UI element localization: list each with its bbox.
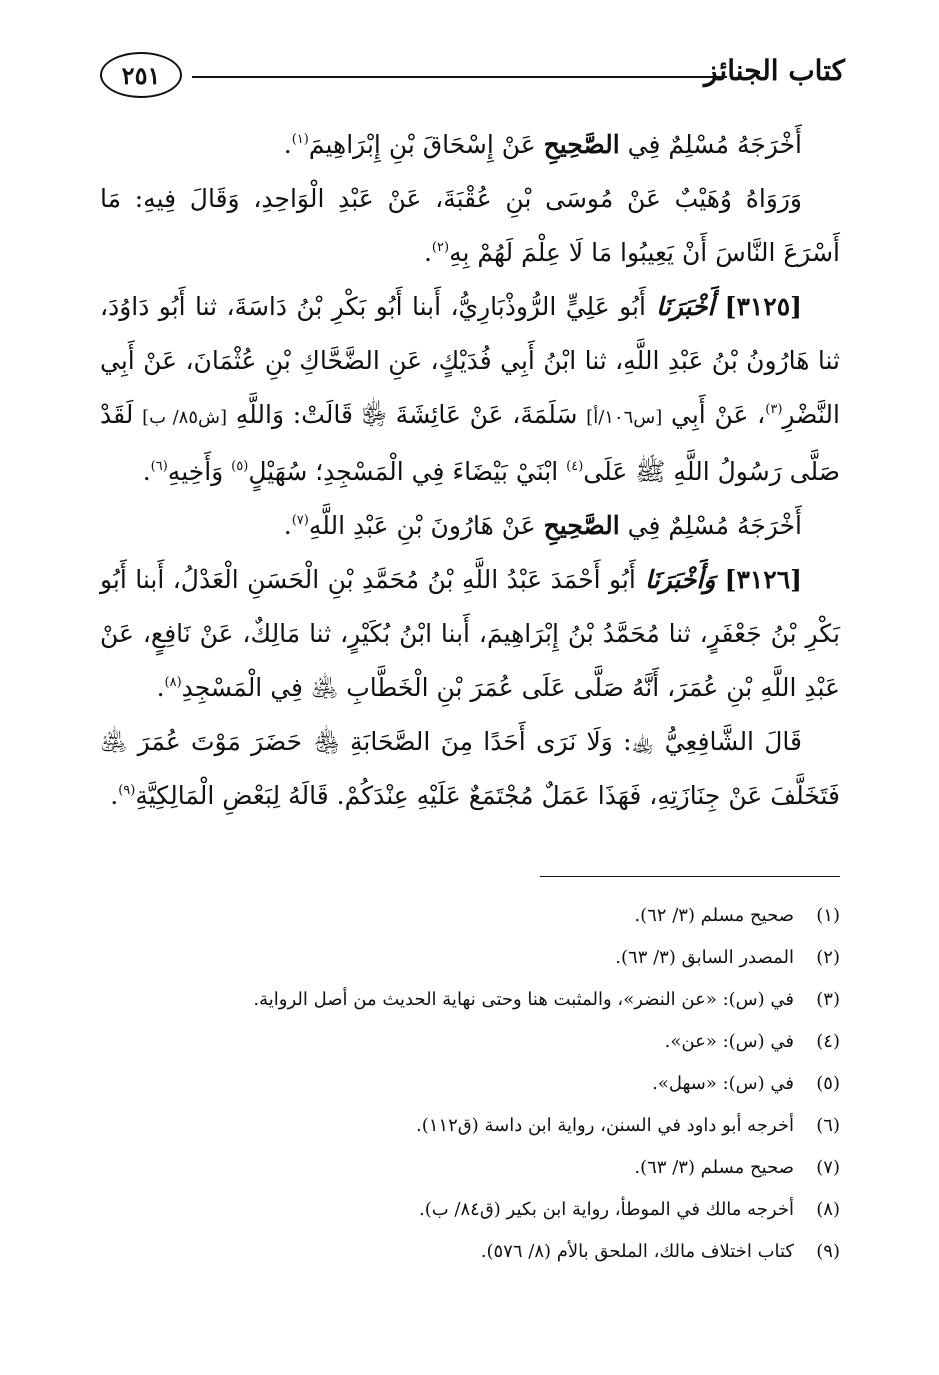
footnote-text: أخرجه مالك في الموطأ، رواية ابن بكير (ق٨٤/ ب). [419,1199,794,1220]
footnote-number: (٧) [816,1157,840,1178]
header-rule [192,76,727,78]
footnote-text: صحيح مسلم (٣/ ٦٣). [634,1157,794,1178]
footnote-number: (٥) [816,1073,840,1094]
footnote-text: صحيح مسلم (٣/ ٦٢). [634,905,794,926]
main-text [100,118,840,823]
footnote-item [100,895,840,937]
footnote-marker: (٦) [150,459,168,474]
footnote-item [100,979,840,1021]
source-title: الصَّحِيحِ [543,130,620,159]
footnote-marker: (٢) [431,240,450,255]
footnote-item [100,1189,840,1231]
footnotes [100,895,840,1273]
footnote-text: في (س): «عن». [664,1031,794,1052]
manuscript-ref: [س١٠٦/أ] [586,407,663,428]
footnote-item [100,1063,840,1105]
page-header [100,52,845,108]
footnote-text: في (س): «عن النضر»، والمثبت هنا وحتى نهاية الحديث من أصل الرواية. [253,989,794,1010]
paragraph-4: أَخْرَجَهُ مُسْلِمٌ فِي الصَّحِيحِ عَنْ هَارُونَ بْنِ عَبْدِ اللَّهِ$^{(٧)}$. [283,511,802,540]
hadith-number: [٣١٢٥] [724,292,802,321]
hadith-keyword: وَأَخْبَرَنَا [635,565,725,594]
footnote-marker: (٤) [566,459,584,474]
footnote-marker: (٩) [118,783,136,798]
footnote-number: (٦) [816,1115,840,1136]
footnote-number: (٢) [816,947,840,968]
paragraph-2: وَرَوَاهُ وُهَيْبٌ عَنْ مُوسَى بْنِ عُقْبَةَ، عَنْ عَبْدِ الْوَاحِدِ، وَقَالَ فِيهِ: مَا أَسْرَعَ النَّاسَ أَنْ يَعِيبُوا مَا لَا عِلْمَ لَهُمْ بِهِ$^{(٢)}$. [100,184,840,267]
footnote-text: في (س): «سهل». [652,1073,794,1094]
footnote-item [100,1147,840,1189]
footnote-item [100,1231,840,1273]
hadith-number: [٣١٢٦] [724,565,802,594]
footnote-number: (٣) [816,989,840,1010]
footnote-marker: (٧) [291,513,309,528]
paragraph-shafii: قَالَ الشَّافِعِيُّ ﵀: وَلَا نَرَى أَحَدًا مِنَ الصَّحَابَةِ ﵃ حَضَرَ مَوْتَ عُمَرَ ﵁ فَتَخَلَّفَ عَنْ جِنَازَتِهِ، فَهَذَا عَمَلٌ مُجْتَمَعٌ عَلَيْهِ عِنْدَكُمْ. قَالَهُ لِبَعْضِ الْمَالِكِيَّةِ$^{(٩)}$. [100,727,840,810]
hadith-3125: [٣١٢٥] أَخْبَرَنَا أَبُو عَلِيٍّ الرُّوذْبَارِيُّ، أَبنا أَبُو بَكْرِ بْنُ دَاسَةَ، ثنا أَبُو دَاوُدَ، ثنا هَارُونُ بْنُ عَبْدِ اللَّهِ، ثنا ابْنُ أَبِي فُدَيْكٍ، عَنِ الضَّحَّاكِ بْنِ عُثْمَانَ، عَنْ أَبِي النَّضْرِ$^{(٣)}$، عَنْ أَبِي [س١٠٦/أ] سَلَمَةَ، عَنْ عَائِشَةَ ﵂ قَالَتْ: وَاللَّهِ [ش٨٥/ ب] لَقَدْ صَلَّى رَسُولُ اللَّهِ ﷺ عَلَى$^{(٤)}$ ابْنَيْ بَيْضَاءَ فِي الْمَسْجِدِ؛ سُهَيْلٍ$^{(٥)}$ وَأَخِيهِ$^{(٦)}$. [100,292,840,486]
footnote-text: كتاب اختلاف مالك، الملحق بالأم (٨/ ٥٧٦). [480,1241,794,1262]
footnote-text: المصدر السابق (٣/ ٦٣). [615,947,794,968]
footnote-marker: (١) [291,132,309,147]
page-number: ٢٥١ [100,52,182,98]
footnote-item [100,937,840,979]
footnote-number: (١) [816,905,840,926]
book-title: كتاب الجنائز [703,54,845,87]
source-title: الصَّحِيحِ [543,511,620,540]
footnote-marker: (٨) [164,675,182,690]
paragraph-1: أَخْرَجَهُ مُسْلِمٌ فِي الصَّحِيحِ عَنْ إِسْحَاقَ بْنِ إِبْرَاهِيمَ$^{(١)}$. [283,130,802,159]
hadith-3126: [٣١٢٦] وَأَخْبَرَنَا أَبُو أَحْمَدَ عَبْدُ اللَّهِ بْنُ مُحَمَّدِ بْنِ الْحَسَنِ الْعَدْلُ، أَبنا أَبُو بَكْرِ بْنُ جَعْفَرٍ، ثنا مُحَمَّدُ بْنُ إِبْرَاهِيمَ، أَبنا ابْنُ بُكَيْرٍ، ثنا مَالِكٌ، عَنْ نَافِعٍ، عَنْ عَبْدِ اللَّهِ بْنِ عُمَرَ، أَنَّهُ صَلَّى عَلَى عُمَرَ بْنِ الْخَطَّابِ ﵁ فِي الْمَسْجِدِ$^{(٨)}$. [100,565,840,702]
manuscript-ref: [ش٨٥/ ب] [142,407,228,428]
footnote-marker: (٥) [231,459,249,474]
footnote-number: (٤) [816,1031,840,1052]
footnote-number: (٩) [816,1241,840,1262]
hadith-keyword: أَخْبَرَنَا [645,292,725,321]
footnote-item [100,1105,840,1147]
footnote-text: أخرجه أبو داود في السنن، رواية ابن داسة (ق١١٢). [416,1115,794,1136]
footnote-separator [540,876,840,877]
footnote-marker: (٣) [765,402,783,417]
footnote-number: (٨) [816,1199,840,1220]
footnote-item [100,1021,840,1063]
